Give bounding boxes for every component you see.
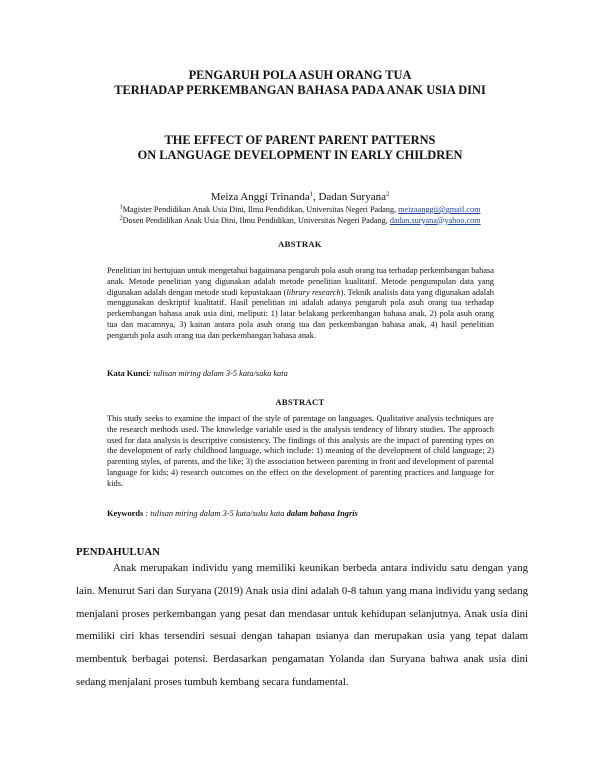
abstrak-heading: ABSTRAK (278, 239, 322, 249)
affiliations (0, 205, 600, 226)
author-line (0, 191, 600, 204)
abstrak-body-part1: Penelitian ini bertujuan untuk mengetahui bagaimana pengaruh pola asuh orang tua terhadap perkembangan bahasa anak. Metode penelitian yang digunakan adalah metode penelitian kualitatif. Metode pengumpulan data yang digunakan adalah dengan metode studi kepustakaan ( (107, 266, 494, 297)
abstrak-body-part2: ). Teknik analisis data yang digunakan adalah menggunakan deskriptif kualitatif. Hasil penelitian ini adalah adanya pengaruh pola asuh orang tua terhadap perkembangan bahasa anak usia dini, meliputi: 1) latar belakang perkembangan bahasa anak, 2) pola asuh orang tua dan macamnya, 3) kaitan antara pola asuh orang tua dan perkembangan bahasa anak, 4) hasil penelitian pengaruh pola asuh orang tua dan perkembangan bahasa anak. (107, 287, 494, 340)
affiliation-1 (0, 205, 600, 216)
abstract-keywords-value: : tulisan miring dalam 3-5 kata/suku kata (143, 509, 287, 518)
title-indonesian-line2: TERHADAP PERKEMBANGAN BAHASA PADA ANAK USIA DINI (114, 83, 486, 97)
affiliation-2-sup: 2 (119, 213, 123, 221)
title-indonesian (0, 68, 600, 98)
author-2-sup: 2 (386, 190, 390, 198)
author-2-name: Dadan Suryana (318, 191, 386, 203)
affiliation-1-text: Magister Pendidikan Anak Usia Dini, Ilmu Pendidikan, Universitas Negeri Padang, (122, 205, 399, 214)
title-english (0, 133, 600, 163)
author-separator: , (312, 191, 319, 203)
abstract-keywords-english-note: dalam bahasa Ingris (286, 509, 358, 518)
abstrak-keywords (107, 368, 507, 379)
abstrak-body-italic: library research (286, 287, 341, 297)
title-english-line2: ON LANGUAGE DEVELOPMENT IN EARLY CHILDREN (137, 148, 463, 162)
affiliation-2-text: Dosen Pendidikan Anak Usia Dini, Ilmu Pendidikan, Universitas Negeri Padang, (122, 215, 390, 225)
affiliation-2 (0, 213, 600, 227)
affiliation-1-sup: 1 (119, 203, 123, 211)
author-1-sup: 1 (309, 190, 313, 198)
abstrak-body (107, 266, 494, 342)
section-heading-pendahuluan: PENDAHULUAN (76, 546, 160, 558)
abstract-heading: ABSTRACT (275, 397, 325, 407)
section-paragraph: Anak merupakan individu yang memiliki keunikan berbeda antara individu satu dengan yang lain. Menurut Sari dan Suryana (2019) Anak usia dini adalah 0-8 tahun yang mana individu yang sedang menjalani proses perkembangan yang pesat dan mendasar untuk kehidupan selanjutnya. Anak usia dini memiliki ciri khas tersendiri sesuai dengan tahapan usianya dan merupakan usia yang tepat dalam membentuk berbagai potensi. Berdasarkan pengamatan Yolanda dan Suryana bahwa anak usia dini sedang menjalani proses tumbuh kembang secara fundamental. (76, 562, 528, 688)
abstract-keywords-label: Keywords (107, 509, 144, 518)
affiliation-2-email-link[interactable]: dadan.suryana@yahoo.com (389, 215, 481, 225)
author-1-name: Meiza Anggi Trinanda (210, 191, 310, 203)
abstrak-keywords-value: : tulisan miring dalam 3-5 kata/suku kata (148, 369, 288, 378)
abstract-keywords (107, 508, 507, 519)
title-english-line1: THE EFFECT OF PARENT PARENT PATTERNS (164, 133, 436, 147)
title-indonesian-line1: PENGARUH POLA ASUH ORANG TUA (188, 68, 412, 82)
abstract-body: This study seeks to examine the impact of the style of parentage on languages. Qualitative analysis techniques are the research methods used. The knowledge variable used is the analysis tendency of library studies. The approach used for data analysis is descriptive consistency. The findings of this analysis are the impact of parenting types on the development of early childhood language, which include: 1) meaning of the development of child language; 2) parenting styles, of parents, and the like; 3) the association between parenting in front and development of parental language for kids; 4) research outcomes on the effect on the development of parenting practices and language for kids. (107, 414, 494, 488)
abstrak-keywords-label: Kata Kunci (107, 369, 149, 378)
affiliation-1-email-link[interactable]: meizaanggii@gmail.com (398, 205, 481, 214)
